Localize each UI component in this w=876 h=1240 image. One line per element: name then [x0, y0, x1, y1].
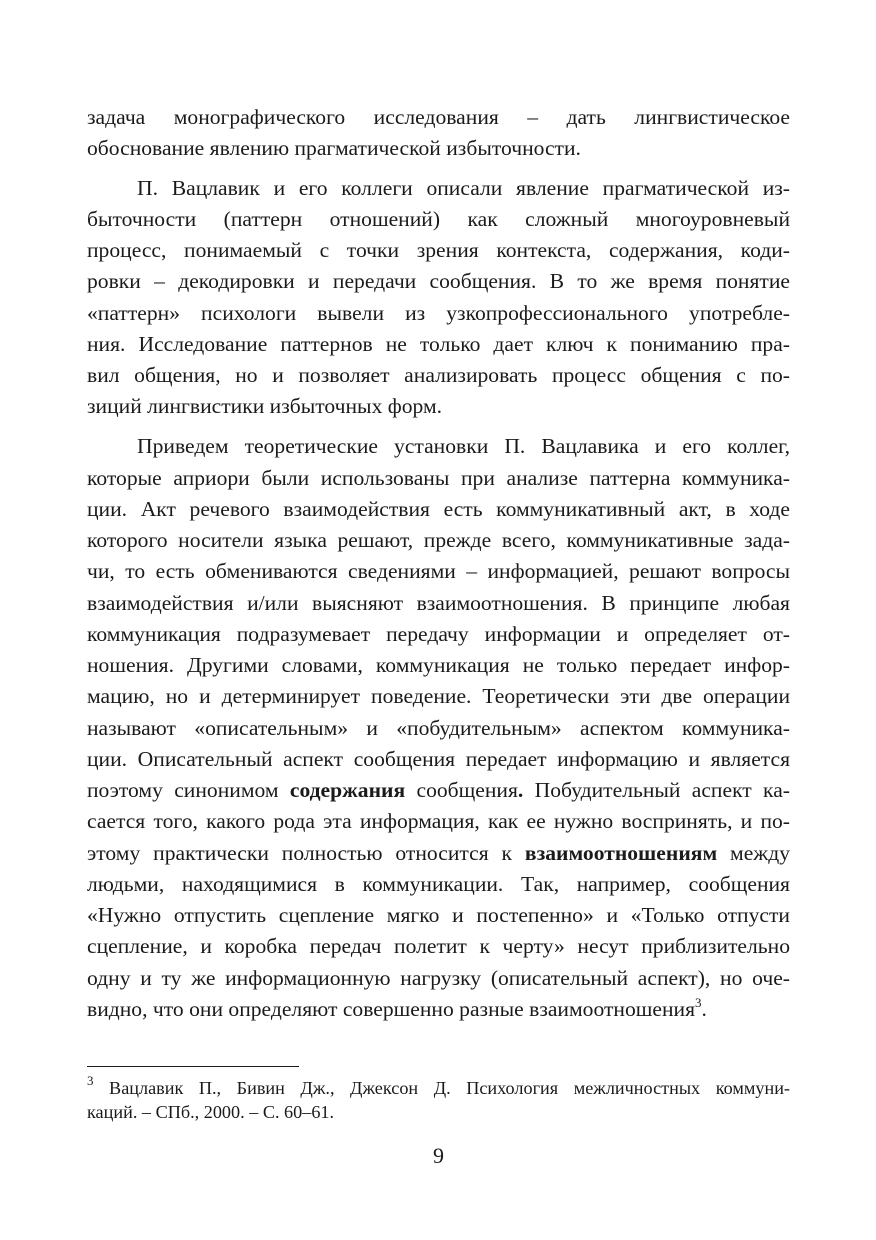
text-run: . [701, 997, 707, 1021]
paragraph-line: ровки – декодировки и передачи сообщения. В то же время понятие [87, 269, 790, 293]
paragraph-line: ния. Исследование паттернов не только дает ключ к пониманию пра- [87, 332, 790, 356]
footnote-line [87, 1073, 790, 1100]
text-run: этому практически полностью относится к [87, 841, 525, 865]
bold-term-content: содержания [289, 778, 406, 802]
paragraph-line: «Нужно отпустить сцепление мягко и постепенно» и «Только отпусти [87, 903, 790, 927]
footnote-marker: 3 [87, 1073, 94, 1088]
text-run: между [717, 841, 790, 865]
paragraph-line [87, 994, 790, 1025]
paragraph-line: Приведем теоретические установки П. Вацлавика и его коллег, [137, 434, 790, 458]
paragraph-line: «паттерн» психологи вывели из узкопрофессионального употребле- [87, 301, 790, 325]
paragraph-line: которые априори были использованы при анализе паттерна коммуника- [87, 466, 790, 490]
paragraph-line: процесс, понимаемый с точки зрения контекста, содержания, коди- [87, 238, 790, 262]
paragraph-line [87, 775, 790, 806]
bold-period: . [517, 778, 524, 802]
paragraph-line: чи, то есть обмениваются сведениями – информацией, решают вопросы [87, 559, 790, 583]
paragraph-line: сцепление, и коробка передач полетит к черту» несут приблизительно [87, 934, 790, 958]
paragraph-line: людьми, находящимися в коммуникации. Так, например, сообщения [87, 872, 790, 896]
bold-term-relations: взаимоотношениям [524, 841, 718, 865]
text-run: поэтому синонимом [87, 778, 290, 802]
footnote-line: каций. – СПб., 2000. – С. 60–61. [87, 1102, 335, 1122]
paragraph-line: обоснование явлению прагматической избыточности. [87, 136, 581, 160]
paragraph-line: ношения. Другими словами, коммуникация не только передает инфор- [87, 653, 790, 677]
text-run: Побудительный аспект ка- [523, 778, 790, 802]
paragraph-line: ции. Описательный аспект сообщения передает информацию и является [87, 747, 790, 771]
paragraph-line: сается того, какого рода эта информация, как ее нужно воспринять, и по- [87, 809, 790, 833]
paragraph-line: одну и ту же информационную нагрузку (описательный аспект), но оче- [87, 966, 790, 990]
footnote-reference[interactable]: 3 [695, 995, 702, 1010]
paragraph-line [87, 838, 790, 869]
page-number: 9 [433, 1143, 444, 1168]
text-run: видно, что они определяют совершенно разные взаимоотношения [87, 997, 696, 1021]
text-run: сообщения [405, 778, 518, 802]
paragraph-line: зиций лингвистики избыточных форм. [87, 394, 443, 418]
paragraph-line: называют «описательным» и «побудительным» аспектом коммуника- [87, 716, 790, 740]
paragraph-line: быточности (паттерн отношений) как сложный многоуровневый [87, 207, 790, 231]
paragraph-line: П. Вацлавик и его коллеги описали явление прагматической из- [137, 176, 790, 200]
paragraph-line: которого носители языка решают, прежде всего, коммуникативные зада- [87, 528, 790, 552]
paragraph-line: вил общения, но и позволяет анализировать процесс общения с по- [87, 363, 790, 387]
footnote-divider [87, 1066, 299, 1067]
paragraph-line: задача монографического исследования – дать лингвистическое [87, 105, 790, 129]
paragraph-line: коммуникация подразумевает передачу информации и определяет от- [87, 622, 790, 646]
paragraph-line: взаимодействия и/или выясняют взаимоотношения. В принципе любая [87, 591, 790, 615]
paragraph-line: мацию, но и детерминирует поведение. Теоретически эти две операции [87, 684, 790, 708]
paragraph-line: ции. Акт речевого взаимодействия есть коммуникативный акт, в ходе [87, 497, 790, 521]
footnote-text: Вацлавик П., Бивин Дж., Джексон Д. Психология межличностных коммуни- [93, 1078, 790, 1098]
